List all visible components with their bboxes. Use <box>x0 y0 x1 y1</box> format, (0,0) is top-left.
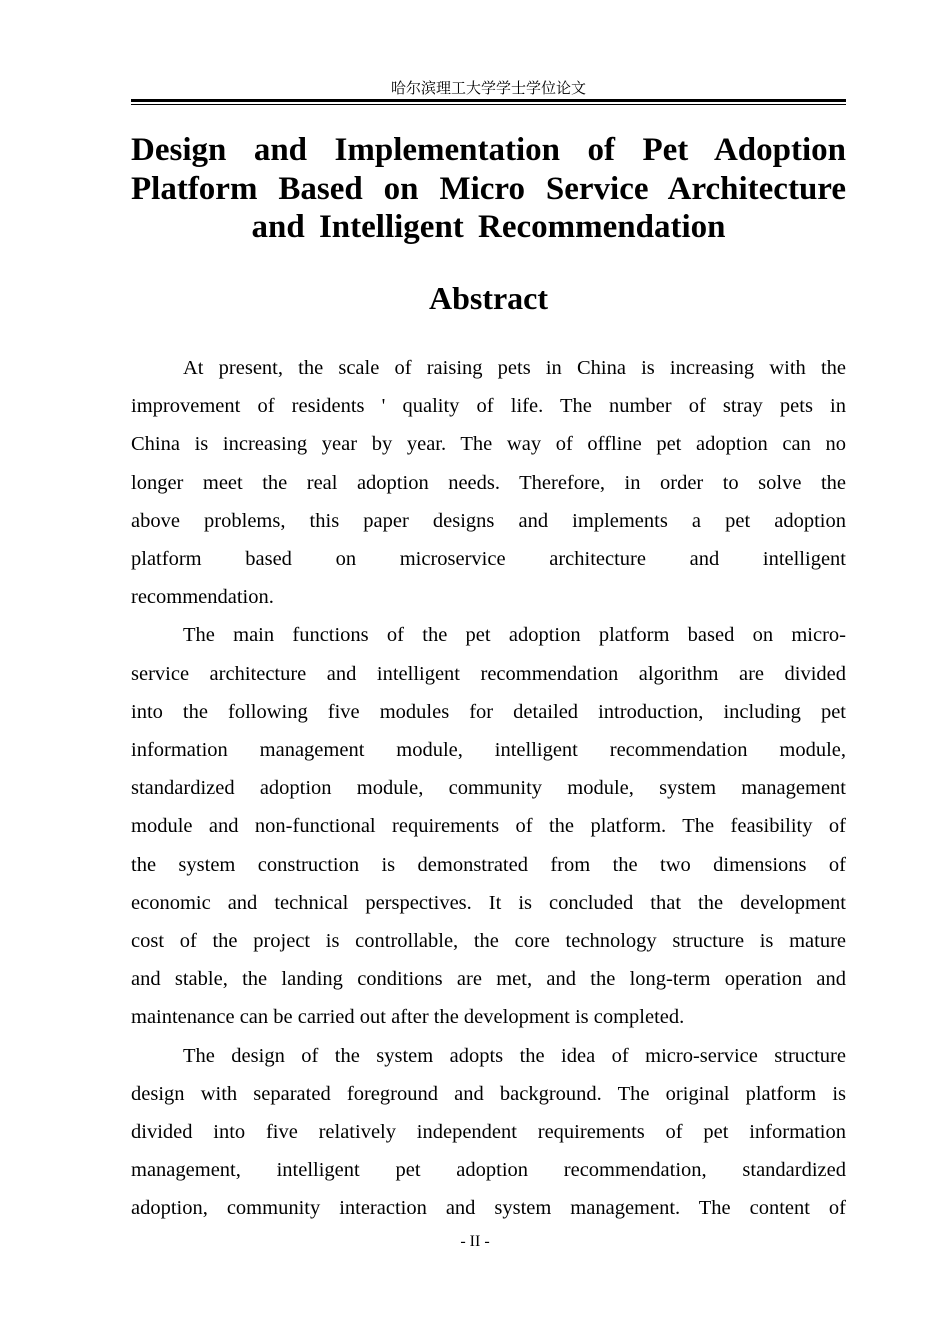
header-rule-thin <box>131 104 846 105</box>
text-line: management, intelligent pet adoption recommendation, standardized <box>131 1159 846 1182</box>
text-line: improvement of residents ' quality of life. The number of stray pets in <box>131 395 846 418</box>
text-line: the system construction is demonstrated from the two dimensions of <box>131 853 846 876</box>
abstract-heading: Abstract <box>428 280 549 316</box>
title-line: Design and Implementation of Pet Adoption <box>131 132 846 168</box>
text-line: cost of the project is controllable, the core technology structure is mature <box>131 930 846 953</box>
abstract-body <box>131 349 846 1228</box>
thesis-title <box>131 131 846 247</box>
text-line: economic and technical perspectives. It is concluded that the development <box>131 891 846 914</box>
text-line: module and non-functional requirements of the platform. The feasibility of <box>131 815 846 838</box>
text-line: The design of the system adopts the idea of micro-service structure <box>183 1044 846 1067</box>
text-line: recommendation. <box>131 586 274 609</box>
text-line: The main functions of the pet adoption platform based on micro- <box>183 624 846 647</box>
text-line: maintenance can be carried out after the development is completed. <box>131 1006 685 1029</box>
page-number: - II - <box>460 1233 490 1250</box>
text-line: information management module, intelligent recommendation module, <box>131 739 846 762</box>
title-line: Platform Based on Micro Service Architecture <box>131 170 846 207</box>
text-line: and stable, the landing conditions are met, and the long-term operation and <box>131 968 846 991</box>
text-line: design with separated foreground and background. The original platform is <box>131 1082 846 1105</box>
text-line: standardized adoption module, community module, system management <box>131 777 846 800</box>
running-header: 哈尔滨理工大学学士学位论文 <box>390 79 586 97</box>
text-line: service architecture and intelligent recommendation algorithm are divided <box>131 662 846 685</box>
abstract-paragraph-2 <box>131 616 846 1036</box>
header-rule-thick <box>131 99 846 102</box>
text-line: divided into five relatively independent requirements of pet information <box>131 1121 846 1144</box>
abstract-paragraph-1 <box>131 349 846 616</box>
text-line: platform based on microservice architecture and intelligent <box>131 548 846 571</box>
text-line: China is increasing year by year. The way of offline pet adoption can no <box>131 433 846 456</box>
text-line: above problems, this paper designs and implements a pet adoption <box>131 509 846 532</box>
title-line: and Intelligent Recommendation <box>251 209 726 245</box>
text-line: At present, the scale of raising pets in China is increasing with the <box>183 357 846 379</box>
text-line: adoption, community interaction and system management. The content of <box>131 1197 846 1220</box>
text-line: into the following five modules for detailed introduction, including pet <box>131 700 846 723</box>
abstract-paragraph-3 <box>131 1037 846 1228</box>
text-line: longer meet the real adoption needs. Therefore, in order to solve the <box>131 471 846 494</box>
